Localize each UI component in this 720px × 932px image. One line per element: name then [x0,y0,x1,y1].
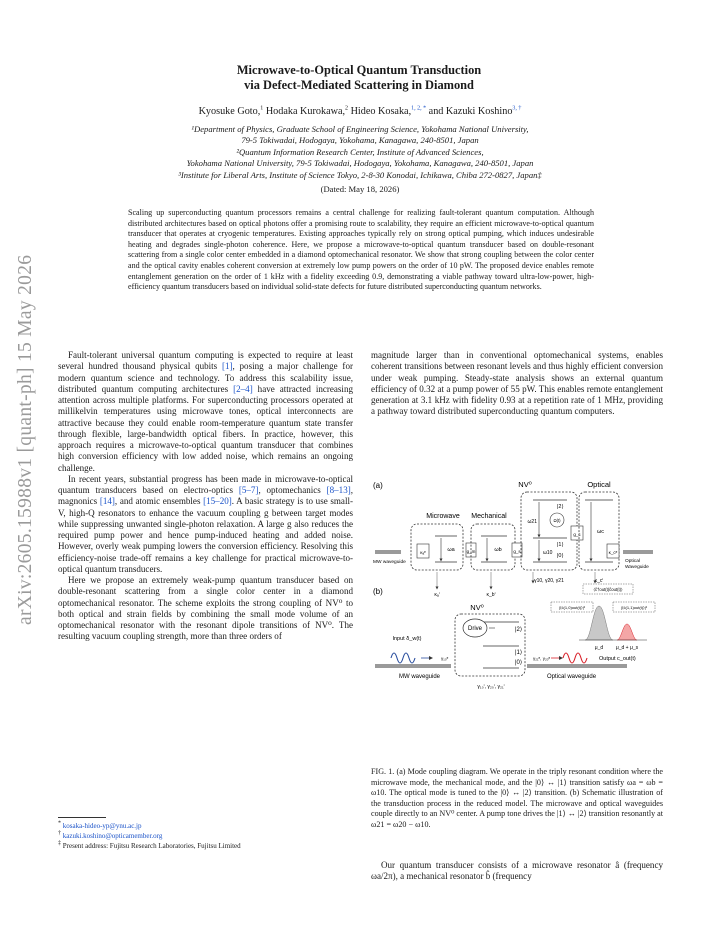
right-column-continued [371,860,663,883]
level-2-label-b: |2⟩ [515,627,523,633]
nv-center-box [521,492,577,570]
figure-1 [371,478,663,760]
author-name: Hodaka Kurokawa, [265,106,346,117]
text: Fault-tolerant universal quantum computing is expected to require at least several hundred thousand physical qubits [58,350,353,372]
output-wavepacket [563,653,587,663]
paragraph [58,350,353,474]
citation-link[interactable]: [1] [221,361,233,372]
mw-waveguide-label: MW waveguide [373,560,406,565]
drive-label: Drive [467,626,483,632]
nv-decay-rates: γ10, γ20, γ21 [534,578,564,584]
footnote [58,831,162,841]
mechanical-mode-box [471,524,515,570]
omega-t: Ω(t) [553,518,561,523]
optical-label: Optical [587,480,611,489]
caption-text: (a) Mode coupling diagram. We operate in the triply resonant condition where the microwave mode, the mechanical mode, and the |0⟩ ↔ |1⟩ transition satisfy ωa = ωb = ω10. The optical mode is tuned to the |0⟩ ↔ |2⟩ transition. (b) Schematic illustration of the transduction process in the reduced model. The microwave and optical waveguides couple directly to an NV⁰ center. A pump tone drives the |1⟩ ↔ |2⟩ transition resonantly at ω21 = ω20 − ω10. [371,767,663,829]
level-1-label: |1⟩ [557,542,564,548]
mw-waveguide-bar-b [375,664,451,668]
omega-a: ωa [447,547,455,553]
kappa-c-i: κ_cⁱ [594,578,604,584]
text: , posing a major challenge for modern quantum science and technology. To address this scalability issue, distributed quantum computing architectures [58,361,353,394]
mw-waveguide-bar [375,550,401,554]
email-link[interactable]: kazuki.koshino@opticamember.org [62,832,163,840]
spectrum-peak-gray [585,606,613,640]
author-name: Hideo Kosaka, [350,106,412,117]
text: . A basic strategy is to use small-V, high-Q resonators to enhance the vacuum coupling g between target modes while suppressing unwanted single-photon relaxation. A large g also reduces the required pump power and hence pump-induced heating and added noise. However, overly weak pumping lowers the conversion efficiency. Resolving this efficiency-noise trade-off remains a key challenge for practical microwave-to-optical quantum transducers. [58,496,353,574]
abstract: Scaling up superconducting quantum processors remains a central challenge for realizing fault-tolerant quantum computation. Although distributed architectures based on optical photons offer a promising route to scalability, they require an efficient microwave-to-optical quantum transducer that operates at cryogenic temperatures. Existing approaches typically rely on strong optical pumping, which induces undesirable heating and degrades single-photon coherence. Here, we propose a microwave-to-optical quantum transducer based on double-resonant scattering from a single color center embedded in a diamond optomechanical resonator. We show that strong coupling between the color center and the optical cavity enables coherent conversion at extremely low pump powers on the order of 10 pW. The proposed device enables remote entanglement generation on the order of 1 kHz with a fidelity exceeding 0.9, demonstrating a viable pathway toward ultra-low-power, high-efficiency quantum transducers based on individual solid-state defects for future distributed superconducting quantum networks. [128,208,594,292]
footnote-mark: ‡ [58,840,61,847]
affiliation-line: ²Quantum Information Research Center, Institute of Advanced Sciences, [236,147,484,157]
g-s-label: g_s [513,549,521,554]
input-wavepacket [391,653,415,663]
g-m-label: g_m [466,549,476,554]
author-list [100,106,620,117]
paper-title [130,63,588,93]
author-affil-mark: 1, 2, * [411,105,427,112]
optical-waveguide-label: Waveguide [625,565,649,570]
caption-label: FIG. 1. [371,767,395,776]
paragraph: Our quantum transducer consists of a microwave resonator â (frequency ωa/2π), a mechanical resonator b̂ (frequency [371,860,663,882]
mechanical-label: Mechanical [471,513,507,520]
omega-c: ωc [597,529,605,535]
affiliation-line: 79-5 Tokiwadai, Hodogaya, Yokohama, Kanagawa, 240-8501, Japan [241,135,479,145]
text: , optomechanics [258,485,327,495]
spectrum-left-label: |⟨ĉ(1,0)out(t)⟩|² [558,605,586,610]
spectrum-total-label: ⟨ĉ†out(t)ĉout(t)⟩ [593,587,623,592]
author-name: Kyosuke Goto, [198,106,261,117]
mw-waveguide-label-b: MW waveguide [399,674,441,680]
paragraph: magnitude larger than in conventional optomechanical systems, enables coherent transitions between resonant levels and thus highly efficient conversion under weak pumping. Steady-state analysis shows an external quantum efficiency of 0.32 at a pump power of 55 pW. This enables remote entanglement generation at 3.1 kHz with fidelity 0.93 at a repetition rate of 1 MHz, providing a pathway toward distributed superconducting quantum computers. [371,350,664,417]
optical-waveguide-label: Optical [625,559,640,564]
footnote-mark: † [58,830,61,837]
kappa-a-e: κₐᵉ [420,550,426,555]
date-line: (Dated: May 18, 2026) [320,184,400,194]
author-affil-mark: 1 [260,105,264,112]
input-label: Input δ_w(t) [392,636,422,642]
paragraph [58,474,353,575]
right-column [371,350,663,418]
citation-link[interactable]: [2–4] [233,383,253,394]
spectrum-right-label: |⟨ĉ(1,1)out(t)⟩|² [620,605,648,610]
omega-10: ω10 [543,550,553,556]
spectrum-peak-red [617,624,637,640]
panel-a-label: (a) [373,481,383,490]
text: , and atomic ensembles [114,496,204,507]
text: In recent years, substantial progress has been made in microwave-to-optical quantum transducers based on electro-optics [58,473,353,495]
text: , magnonics [58,485,353,507]
nv-decay-rates-b: γ₁₀ⁱ, γ₂₀ⁱ, γ₂₁ⁱ [477,684,505,690]
output-label: Output c_out(t) [599,656,636,662]
gamma-10-e: γ₁₀ᵉ [441,656,449,661]
microwave-label: Microwave [426,513,460,520]
affiliation-line: Yokohama National University, 79-5 Tokiwadai, Hodogaya, Yokohama, Kanagawa, 240-8501, Japan [186,158,534,168]
mu-d-label: μ_d [594,645,604,651]
citation-link[interactable]: [14] [99,496,115,507]
optical-waveguide-label-b: Optical waveguide [547,674,597,680]
optical-waveguide-bar-b [527,664,627,668]
author-name: and Kazuki Koshino [428,106,513,117]
g-c-label: g_c [573,532,581,537]
kappa-c-e: κ_cᵉ [608,550,618,555]
citation-link[interactable]: [8–13] [326,485,351,495]
citation-link[interactable]: [15–20] [203,496,232,507]
level-2-label: |2⟩ [557,504,564,510]
nv-label-b: NV⁰ [470,603,484,612]
footnote [58,841,241,851]
left-column [58,350,353,643]
title-line-1: Microwave-to-Optical Quantum Transduction [236,63,482,77]
citation-link[interactable]: [5–7] [238,485,259,495]
text: have attracted increasing attention across multiple platforms. For superconducting processors operated at millikelvin temperatures using microwave tones, optical interconnects are attractive because they could enable room-temperature quantum state transfer through flexible, large-bandwidth optical fibers. In practice, however, this approach requires a microwave-to-optical quantum transducer that combines high conversion efficiency with low added noise, which remains an ongoing challenge. [58,383,353,473]
title-line-2: via Defect-Mediated Scattering in Diamond [244,78,474,92]
omega-21: ω21 [527,519,537,525]
affiliation-line: ¹Department of Physics, Graduate School of Engineering Science, Yokohama National University, [191,124,529,134]
mu-d-plus-s-label: μ_d + μ_s [615,645,639,651]
affiliation-line: ³Institute for Liberal Arts, Institute of Science Tokyo, 2-8-30 Konodai, Ichikawa, Chiba 272-0827, Japan‡ [178,170,542,180]
footnote-rule [58,817,106,818]
footnote-text: Present address: Fujitsu Research Laboratories, Fujitsu Limited [62,842,241,850]
arxiv-identifier: arXiv:2605.15988v1 [quant-ph] 15 May 2026 [15,254,36,625]
author-affil-mark: 3, † [512,105,522,112]
level-1-label-b: |1⟩ [515,650,523,656]
kappa-a-i: κₐⁱ [434,592,440,598]
email-link[interactable]: kosaka-hideo-yp@ynu.ac.jp [62,822,142,830]
gamma-21-e: γ₂₁ᵉ, γ₂₀ᵉ [533,656,551,661]
nv-label: NV⁰ [518,480,532,489]
figure-caption [371,767,663,831]
panel-b-label: (b) [373,587,383,596]
footnote [58,821,142,831]
level-0-label: |0⟩ [557,553,564,559]
optical-waveguide-bar [623,550,653,554]
level-0-label-b: |0⟩ [515,660,523,666]
paragraph: Here we propose an extremely weak-pump quantum transducer based on double-resonant scattering from a single color center in a diamond optomechanical resonator. The scheme exploits the strong coupling of NV⁰ to both optical and strain fields by combining the small mode volume of an optomechanical resonator with the resonant dipole transitions of NV⁰. The resulting vacuum coupling strength, more than three orders of [58,575,353,642]
author-affil-mark: 2 [345,105,349,112]
omega-b: ωb [494,547,502,553]
kappa-b-i: κ_bⁱ [486,592,496,598]
footnote-mark: * [58,820,61,827]
